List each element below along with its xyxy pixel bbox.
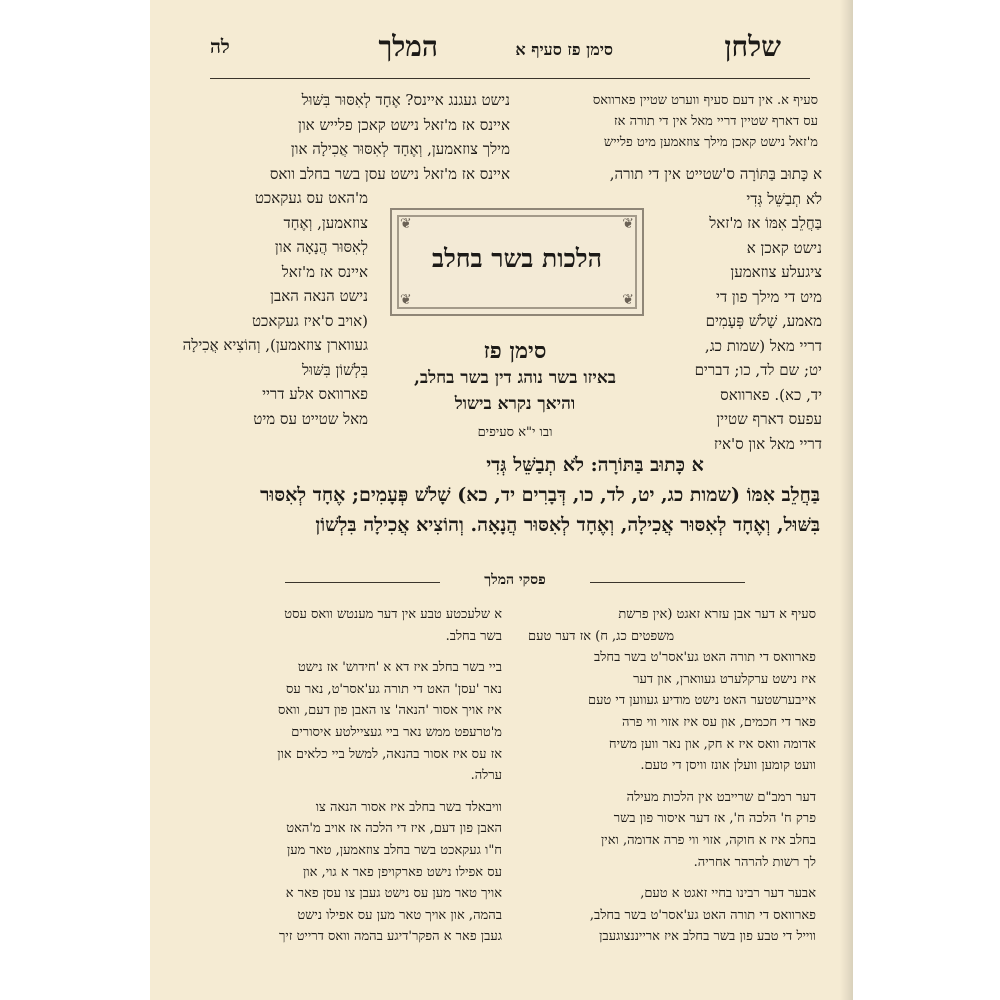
siman-title: סימן פז <box>483 338 547 364</box>
commentary-line: משפטים כג, ח) אז דער טעם <box>528 628 675 644</box>
intro-left <box>228 88 510 186</box>
commentary-line: אבער דער רבינו בחיי זאגט א טעם, <box>640 886 816 902</box>
right-column-line: לֹא תְבַשֵּׁל גְּדִי <box>746 189 822 208</box>
ornamental-title-frame <box>390 208 644 316</box>
right-column-line: מיט די מילך פון די <box>716 287 822 306</box>
commentary-line: לך רשות להרהר אחריה. <box>693 854 816 870</box>
intro-left-line: איינס אז מ'זאל נישט עסן בשר בחלב וואס <box>269 164 510 183</box>
commentary-right-column <box>528 604 816 948</box>
commentary-line: וועט קומען וועלן אונז וויסן די טעם. <box>640 758 816 774</box>
left-column-line: (אויב ס'איז געקאכט <box>251 311 368 330</box>
commentary-line: ערלה. <box>470 768 502 784</box>
main-halacha-text <box>220 450 820 540</box>
left-column-line: מ'האט עס געקאכט <box>254 189 368 207</box>
right-column-line: בַּחֲלֵב אִמּוֹ אז מ'זאל <box>709 214 822 232</box>
commentary-line: פאר די חכמים, און עס איז אזוי ווי פרה <box>621 714 816 730</box>
halachos-title: הלכות בשר בחלב <box>432 244 602 273</box>
commentary-line: פארוואס די תורה האט גע'אסר'ט בשר בחלב <box>594 650 816 666</box>
commentary-line: עס אפילו נישט פארקויפן פאר א גוי, און <box>302 864 502 880</box>
siman-subtitle-2: והיאך נקרא בישול <box>454 394 576 414</box>
paragraph-gap <box>212 787 502 797</box>
intro-left-line: איינס אז מ'זאל נישט קאכן פלייש און <box>298 115 510 134</box>
left-column-line: איינס אז מ'זאל <box>281 262 368 281</box>
ornament-corner-icon: ❦ <box>400 292 412 308</box>
page-number: לה <box>210 36 230 58</box>
commentary-line: אויך טאר מען עס נישט געבן צו עסן פאר א <box>285 886 502 902</box>
page-background <box>853 0 1000 1000</box>
main-text-line: בִּשּׁוּל, וְאֶחָד לְאִסּוּר אֲכִילָה, וְאֶחָד לְאִסּוּר הֲנָאָה. וְהוֹצִיא אֲכִילָה בִּלְשׁוֹן <box>315 514 820 536</box>
left-column-line: צוזאמען, וְאֶחָד <box>283 213 368 232</box>
piskei-hamelech-label: פסקי המלך <box>480 572 549 588</box>
commentary-line: ח"ו געקאכט בשר בחלב צוזאמען, טאר מען <box>286 842 502 858</box>
right-column-line: עפעס דארף שטיין <box>716 410 822 428</box>
right-column-line: ציגעלע צוזאמען <box>730 263 822 281</box>
siman-seifim-count: ובו י"א סעיפים <box>477 425 553 440</box>
commentary-line: איז נישט ערקלערט געווארן, און דער <box>633 671 816 687</box>
left-column-line: נישט הנאה האבן <box>270 287 368 305</box>
left-column-line: לְאִסּוּר הֲנָאָה און <box>274 238 368 256</box>
book-page <box>150 0 853 1000</box>
intro-right-line: מ'זאל נישט קאכן מילך צוזאמען מיט פלייש <box>603 135 818 150</box>
commentary-line: סעיף א דער אבן עזרא זאגט (אין פרשת <box>618 607 816 622</box>
right-column-line: נישט קאכן א <box>746 238 822 257</box>
intro-left-line: מילך צוזאמען, וְאֶחָד לְאִסּוּר אֲכִילָה און <box>290 140 510 158</box>
right-column-line: דריי מאל און ס'איז <box>713 434 822 453</box>
intro-left-line: נישט געגנג איינס? אֶחָד לְאִסּוּר בִּשּׁוּל <box>301 91 510 109</box>
right-column-line: יט; שם לד, כו; דברים <box>694 361 822 379</box>
header-right-title: שלחן <box>724 30 781 63</box>
paragraph-gap <box>212 647 502 657</box>
header-rule <box>210 78 810 79</box>
right-column-line: דריי מאל (שמות כג, <box>704 336 822 355</box>
commentary-left-column <box>212 604 502 948</box>
ornament-corner-icon: ❦ <box>622 216 634 232</box>
left-column-line: מאל שטייט עס מיט <box>253 409 368 428</box>
paragraph-gap <box>528 777 816 787</box>
commentary-line: איז אויך אסור 'הנאה' צו האבן פון דעם, וואס <box>277 703 502 719</box>
intro-right <box>548 90 818 153</box>
commentary-line: אייבערשטער האט נישט מודיע געווען די טעם <box>587 693 816 709</box>
translation-right-column <box>609 162 822 456</box>
left-column-line: בִּלְשׁוֹן בִּשּׁוּל <box>302 360 368 379</box>
intro-right-line: עס דארף שטיין דריי מאל אין די תורה אז <box>614 114 818 129</box>
intro-right-line: סעיף א. אין דעם סעיף ווערט שטיין פארוואס <box>592 93 818 108</box>
commentary-line: בחלב איז א חוקה, אזוי ווי פרה אדומה, ואין <box>600 832 816 848</box>
commentary-line: פארוואס די תורה האט גע'אסר'ט בשר בחלב, <box>589 907 816 923</box>
ornament-corner-icon: ❦ <box>622 292 634 308</box>
right-column-line: מאמע, שָׁלֹשׁ פְּעָמִים <box>705 312 822 330</box>
right-column-line: א כָּתוּב בַּתּוֹרָה ס'שטייט אין די תורה, <box>609 165 822 183</box>
main-text-line: א כָּתוּב בַּתּוֹרָה: לֹא תְבַשֵּׁל גְּדִי <box>486 454 704 476</box>
running-header <box>150 30 853 70</box>
left-column-line: געווארן צוזאמען), וְהוֹצִיא אֲכִילָה <box>182 336 368 354</box>
header-siman-ref: סימן פז סעיף א <box>515 40 613 59</box>
commentary-line: אז עס איז אסור בהנאה, למשל ביי כלאים און <box>277 746 502 762</box>
commentary-line: מ'טרעפט ממש נאר ביי געציילטע איסורים <box>291 724 502 740</box>
section-divider-label <box>285 572 745 592</box>
right-column-line: יד, כא). פארוואס <box>720 385 822 404</box>
translation-left-column <box>182 186 368 431</box>
commentary-line: ווייל די טבע פון בשר בחלב איז ארייננצוגעבן <box>599 929 816 945</box>
commentary-line: פרק ח' הלכה ח', אז דער איסור פון בשר <box>613 811 816 827</box>
ornament-corner-icon: ❦ <box>400 216 412 232</box>
commentary-line: וויבאלד בשר בחלב איז אסור הנאה צו <box>315 799 502 815</box>
siman-subtitle-1: באיזו בשר נוהג דין בשר בחלב, <box>414 368 616 388</box>
commentary-line: דער רמב"ם שרייבט אין הלכות מעילה <box>626 789 816 805</box>
commentary-line: ביי בשר בחלב איז דא א 'חידוש' אז נישט <box>297 660 502 676</box>
commentary-line: נאר 'עסן' האט די תורה גע'אסר'ט, נאר עס <box>286 681 502 697</box>
commentary-line: בשר בחלב. <box>445 628 502 644</box>
commentary-line: געבן פאר א הפקר'דיגע בהמה וואס דרייט זיך <box>279 929 502 945</box>
page-gutter-shadow <box>840 0 854 1000</box>
paragraph-gap <box>528 873 816 883</box>
commentary-line: האבן פון דעם, איז די הלכה אז אויב מ'האט <box>286 821 502 837</box>
commentary-line: אדומה וואס איז א חק, און נאר ווען משיח <box>608 736 816 752</box>
main-text-line: בַּחֲלֵב אִמּוֹ (שמות כג, יט, לד, כו, דְּבָרִים יד, כא) שָׁלֹשׁ פְּעָמִים; אֶחָד לְאִסּוּר <box>260 484 820 506</box>
commentary-line: בהמה, און אויך טאר מען עס אפילו נישט <box>297 907 502 923</box>
header-left-title: המלך <box>378 30 438 63</box>
commentary-line: א שלעכטע טבע אין דער מענטש וואס עסט <box>284 607 502 622</box>
left-column-line: פארוואס אלע דריי <box>262 385 368 403</box>
